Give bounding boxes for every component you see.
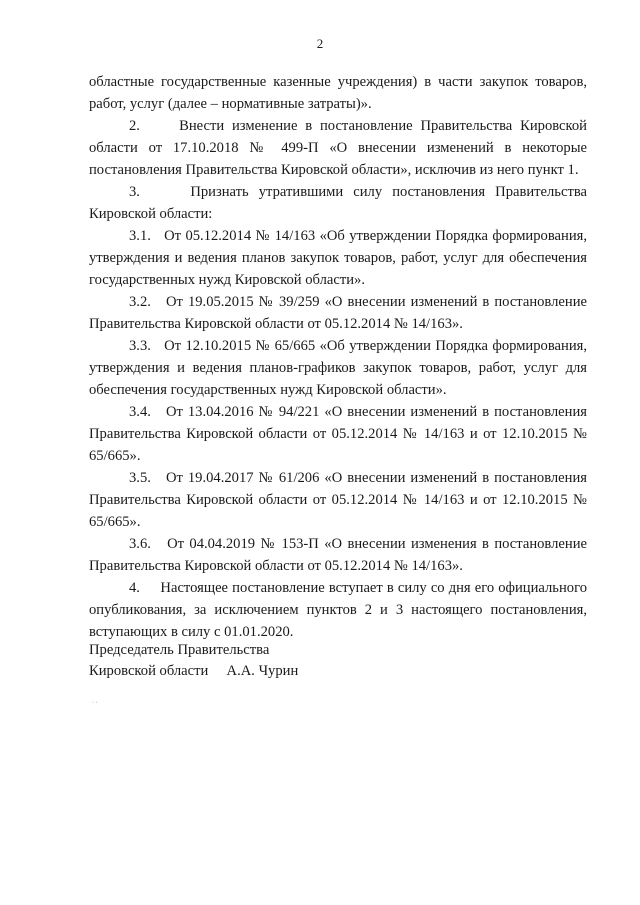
paragraph-item-2: 2. Внести изменение в постановление Правительства Кировской области от 17.10.2018 № 499-П «О внесении изменений в некоторые постановления Правительства Кировской области», исключив из него пункт 1. — [89, 118, 587, 178]
paragraph-item-3: 3. Признать утратившими силу постановления Правительства Кировской области: — [89, 184, 587, 222]
paragraph-continuation: областные государственные казенные учреждения) в части закупок товаров, работ, услуг (далее – нормативные затраты)». — [89, 74, 587, 112]
signature-title: Председатель Правительства — [89, 642, 270, 658]
signature-block — [89, 640, 298, 682]
scan-specks: · · — [92, 700, 98, 706]
page-number: 2 — [316, 36, 324, 51]
document-body — [89, 71, 587, 643]
signature-name: Кировской области А.А. Чурин — [89, 663, 299, 679]
paragraph-item-3-2: 3.2. От 19.05.2015 № 39/259 «О внесении изменений в постановление Правительства Кировской области от 05.12.2014 № 14/163». — [89, 294, 587, 332]
paragraph-item-3-1: 3.1. От 05.12.2014 № 14/163 «Об утверждении Порядка формирования, утверждения и ведения планов закупок товаров, работ, услуг для обеспечения государственных нужд Кировской области». — [89, 228, 587, 288]
paragraph-item-3-3: 3.3. От 12.10.2015 № 65/665 «Об утверждении Порядка формирования, утверждения и ведения планов-графиков закупок товаров, работ, услуг для обеспечения государственных нужд Кировской области». — [89, 338, 587, 398]
paragraph-item-3-4: 3.4. От 13.04.2016 № 94/221 «О внесении изменений в постановления Правительства Кировской области от 05.12.2014 № 14/163 и от 12.10.2015 № 65/665». — [89, 404, 587, 464]
paragraph-item-3-6: 3.6. От 04.04.2019 № 153-П «О внесении изменения в постановление Правительства Кировской области от 05.12.2014 № 14/163». — [89, 536, 587, 574]
paragraph-item-4: 4. Настоящее постановление вступает в силу со дня его официального опубликования, за исключением пунктов 2 и 3 настоящего постановления, вступающих в силу с 01.01.2020. — [89, 580, 587, 640]
paragraph-item-3-5: 3.5. От 19.04.2017 № 61/206 «О внесении изменений в постановления Правительства Кировской области от 05.12.2014 № 14/163 и от 12.10.2015 № 65/665». — [89, 470, 587, 530]
